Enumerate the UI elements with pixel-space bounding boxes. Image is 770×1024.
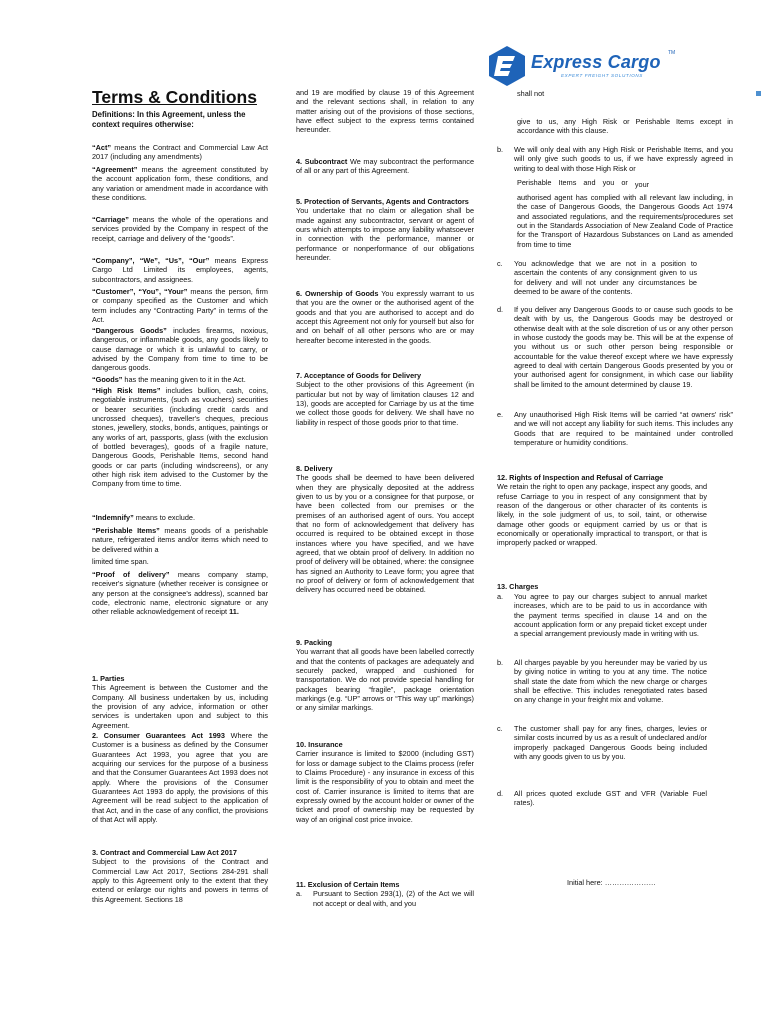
shall-not: shall not bbox=[517, 89, 545, 98]
section-13-charges: 13. Charges bbox=[497, 582, 539, 591]
def-agreement: “Agreement” means the agreement constituted by the account application form, these conditions, and any variation or amendment made in accordance with these conditions. bbox=[92, 165, 268, 202]
section-5-protection: 5. Protection of Servants, Agents and Contractors You undertake that no claim or allegation shall be made against any subcontractor, servant or agent of ours which attempts to impose any liability whatsoever in connection with the performance, manner or performance or nonperformance of our obligations hereunder. bbox=[296, 197, 474, 262]
brand-tagline: EXPERT FREIGHT SOLUTIONS bbox=[561, 73, 643, 78]
def-act: “Act” means the Contract and Commercial Law Act 2017 (including any amendments) bbox=[92, 143, 268, 162]
def-perishable: “Perishable Items” means goods of a perishable nature, refrigerated items and/or items which need to be delivered within a bbox=[92, 526, 268, 554]
section-3-cclaw: 3. Contract and Commercial Law Act 2017 Subject to the provisions of the Contract and Commercial Law Act 2017, Sections 284-291 shall apply to this Agreement only to the extent that they extend or enlarge our rights and powers in terms of this Agreement. Sections 18 bbox=[92, 848, 268, 904]
section-8-delivery: 8. Delivery The goods shall be deemed to have been delivered when they are physically deposited at the address given to us by you or a consignee for that purpose, or have been collected from our premises or the premises of an authorised agent of ours. You accept that no form of acknowledgement that delivery has occurred is required to be obtained except in those instances where you have specified, and we have agreed, that we obtain proof of delivery. In addition no proof of delivery will be obtained, where: the consignee has signed an Authority to Leave form; you agree that no proof of delivery or form of acknowledgement that delivery has occurred need be obtained. bbox=[296, 464, 474, 595]
def-dangerous-goods: “Dangerous Goods” includes firearms, noxious, dangerous, or inflammable goods, any goods likely to cause damage or which it is unlawful to carry, or advised by the Company from time to time to be dangerous goods. bbox=[92, 326, 268, 373]
def-proof-of-delivery: “Proof of delivery” means company stamp, receiver's signature (whether receiver is consignee or any person at the consignee's address), scanned bar code, electronic name, electronic signature or any other reliable acknowledgement of receipt 11. bbox=[92, 570, 268, 617]
column-2 bbox=[296, 85, 474, 1015]
section-3-continued: and 19 are modified by clause 19 of this Agreement and the relevant sections shall, in relation to any matter arising out of the provisions of those sections, have effect subject to the express terms contained hereunder. bbox=[296, 88, 474, 135]
def-carriage: “Carriage” means the whole of the operations and services provided by the Company in respect of the receipt, carriage and delivery of the “goods”. bbox=[92, 215, 268, 243]
trademark: TM bbox=[668, 50, 676, 56]
section-11-exclusion: 11. Exclusion of Certain Items a. Pursuant to Section 293(1), (2) of the Act we will not accept or deal with, and you bbox=[296, 880, 474, 908]
clause-11e: e. Any unauthorised High Risk Items will be carried “at owners' risk” and we will not accept any liability for such items. This includes any Goods that are required to be maintained under controlled temperature or humidity conditions. bbox=[497, 410, 733, 447]
section-1-parties: 1. Parties This Agreement is between the Customer and the Company. All business undertaken by us, including the provision of any advice, information or other services is undertaken upon and subject to this Agreement. bbox=[92, 674, 268, 730]
column-1 bbox=[92, 85, 268, 1015]
section-6-ownership: 6. Ownership of Goods You expressly warrant to us that you are the owner or the authorised agent of the goods and that you are authorised to accept and do accept this Agreement not only for yourself but also for and on behalf of all other persons who are or may hereafter become interested in the goods. bbox=[296, 289, 474, 345]
clause-11b-cont: authorised agent has complied with all relevant law including, in the case of Dangerous Goods, the Dangerous Goods Act 1974 and associated regulations, and the requirements/procedures set out in the Standards Association of New Zealand Code of Practice for the Transport of Hazardous Substances on Land as amended from time to time bbox=[517, 193, 733, 249]
column-3 bbox=[497, 85, 733, 1015]
clause-13d: d. All prices quoted exclude GST and VFR (Variable Fuel rates). bbox=[497, 789, 707, 808]
clause-13a: a. You agree to pay our charges subject to annual market increases, which are to be paid to us in accordance with the payment terms specified in clause 14 and on the account application form or any prepaid ticket except under a special arrangement previously made in writing with us. bbox=[497, 592, 707, 639]
clause-11c: c. You acknowledge that we are not in a position to ascertain the contents of any consignment given to us for delivery and will not under any circumstances be deemed to be aware of the contents. bbox=[497, 259, 697, 296]
clause-11b: b. We will only deal with any High Risk or Perishable Items, and you will only give such goods to us, if we have expressly agreed in writing to deal with those High Risk or bbox=[497, 145, 733, 173]
def-customer: “Customer”, “You”, “Your” means the person, firm or company specified as the Customer and which term includes any “Contracting Party” in terms of the Act. bbox=[92, 287, 268, 324]
section-7-acceptance: 7. Acceptance of Goods for Delivery Subject to the other provisions of this Agreement (in particular but not by way of limitation clauses 12 and 13), goods are accepted for Carriage by us at the time we collect those goods for delivery. We shall have no liability in respect of those goods prior to that time. bbox=[296, 371, 474, 427]
clause-13b: b. All charges payable by you hereunder may be varied by us by giving notice in writing to you at any time. The notice shall state the date from which the new charge or charges shall be effective. This includes renegotiated rates based on any change in your freight mix and volume. bbox=[497, 658, 707, 705]
def-goods: “Goods” has the meaning given to it in the Act. bbox=[92, 375, 246, 384]
initial-here[interactable]: Initial here: ………………… bbox=[567, 878, 656, 887]
perishable-line: Perishable Items and you or your bbox=[517, 178, 650, 189]
definitions-heading: Definitions: In this Agreement, unless the context requires otherwise: bbox=[92, 110, 246, 129]
def-company: “Company”, “We”, “Us”, “Our” means Express Cargo Ltd Limited its employees, agents, subcontractors, and assignees. bbox=[92, 256, 268, 284]
def-indemnify: “Indemnify” means to exclude. bbox=[92, 513, 196, 522]
def-limited: limited time span. bbox=[92, 557, 149, 566]
section-4-subcontract: 4. Subcontract We may subcontract the performance of all or any part of this Agreement. bbox=[296, 157, 474, 176]
brand-logo bbox=[487, 45, 687, 89]
section-10-insurance: 10. Insurance Carrier insurance is limited to $2000 (including GST) for loss or damage subject to the Claims process (refer to Claims Procedure) - any insurance in excess of this limit is the responsibility of you to obtain and meet the cost of. Carrier insurance is limited to items that are expressly owned by the account holder or owner of the ticket and proof of ownership may be requested by way of an original cost price invoice. bbox=[296, 740, 474, 824]
clause-13c: c. The customer shall pay for any fines, charges, levies or similar costs incurred by us as a result of undeclared and/or improperly packaged Dangerous Goods being included with any goods given to us by you. bbox=[497, 724, 707, 761]
corner-marker bbox=[756, 91, 761, 96]
def-high-risk: “High Risk Items” includes bullion, cash, coins, negotiable instruments, (such as vouchers) securities or bearer securities (including credit cards and uncrossed cheques), traveller's cheques, precious stones, jewellery, stocks, bonds, antiques, paintings or any works of art, passports, glass (with the exclusion of bottled beverages), goods of a fragile nature, Dangerous Goods, Perishable Items, second hand goods or car parts (including windscreens), or any other high risk item advised to the Customer by the Company from time to time. bbox=[92, 386, 268, 489]
logo-mark-icon bbox=[487, 45, 527, 87]
brand-name: Express Cargo bbox=[531, 52, 661, 72]
section-12-inspection: 12. Rights of Inspection and Refusal of Carriage We retain the right to open any package, inspect any goods, and refuse Carriage to you in respect of any consignment that by reason of the dangerous or other character of its contents is likely, in the sole judgment of us, to soil, taint, or otherwise damage other goods or equipment carried by us or that is economically or operationally impractical to transport, or that is improperly packed or wrapped. bbox=[497, 473, 707, 548]
page-title: Terms & Conditions bbox=[92, 87, 257, 107]
section-2-cga: 2. Consumer Guarantees Act 1993 Where the Customer is a business as defined by the Consumer Guarantees Act 1993, you agree that you are acquiring our services for the purpose of a business and that the Consumer Guarantees Act 1993 does not apply. Where the provisions of the Consumer Guarantees Act 1993 do apply, the provisions of this Agreement will be read subject to the application of that Act, and in the case of any conflict, the provisions of that Act will apply. bbox=[92, 731, 268, 824]
clause-11-give: give to us, any High Risk or Perishable Items except in accordance with this clause. bbox=[517, 117, 733, 136]
clause-11d: d. If you deliver any Dangerous Goods to or cause such goods to be dealt with by us, the Dangerous Goods may be destroyed or otherwise dealt with at the sole discretion of us or any other person in whose custody the goods may be. This will be at the expense of you without us or such other person being responsible or accountable for the value thereof except where we have expressly agreed to deal with certain Dangerous Goods presented by you or your authorised agent for consignment, in which case our liability shall be limited to the amount determined by clause 19. bbox=[497, 305, 733, 389]
section-9-packing: 9. Packing You warrant that all goods have been labelled correctly and that the contents of packages are adequately and securely packed, wrapped and cushioned for transportation. We do not provide special handling for packages bearing “fragile”, package orientation markings (e.g. “UP” arrows or “This way up” markings) or any similar markings. bbox=[296, 638, 474, 713]
